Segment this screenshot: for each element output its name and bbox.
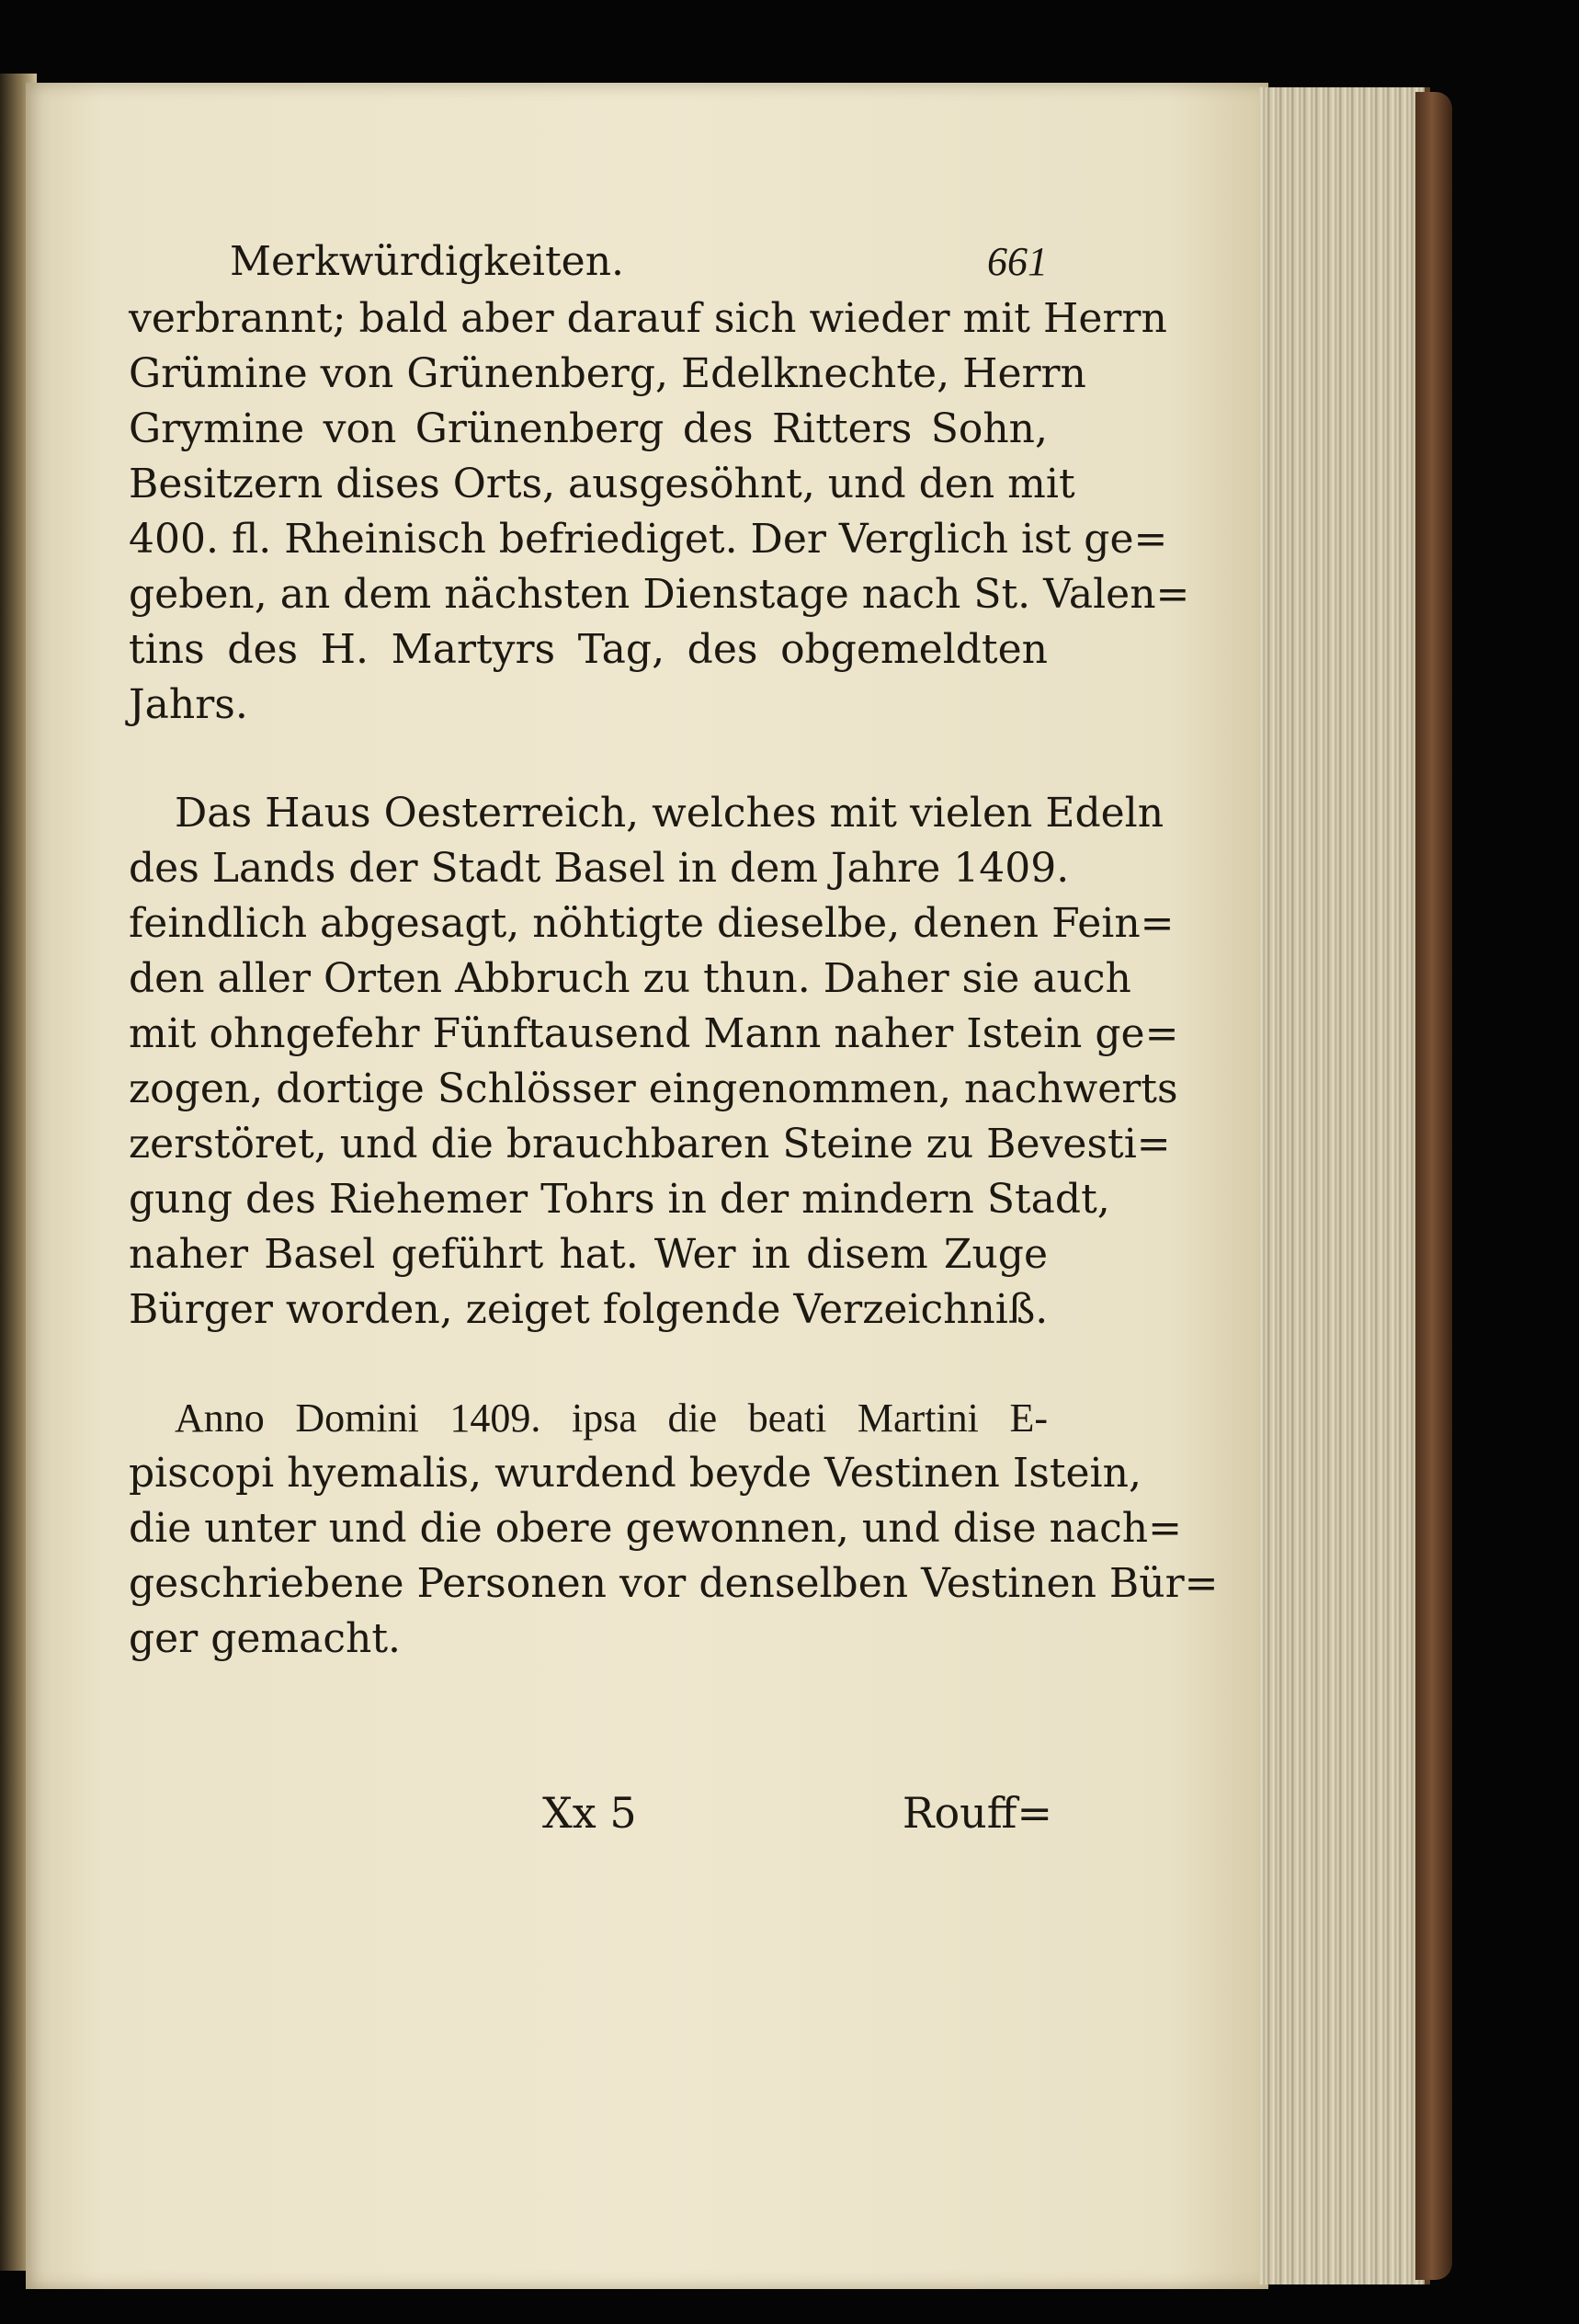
text-line: piscopi hyemalis, wurdend beyde Vestinen Istein, xyxy=(129,1450,1142,1497)
page-edges xyxy=(1259,87,1430,2284)
text-line: zogen, dortige Schlösser eingenommen, nachwerts xyxy=(129,1065,1178,1112)
text-line: die unter und die obere gewonnen, und dise nach= xyxy=(129,1505,1182,1552)
paragraph-2 xyxy=(129,786,1179,1338)
text-line: Anno Domini 1409. ipsa die beati Martini E- xyxy=(175,1396,1048,1441)
text-line: geben, an dem nächsten Dienstage nach St. Valen= xyxy=(129,571,1190,618)
paragraph-3 xyxy=(129,1391,1219,1667)
text-line: naher Basel geführt hat. Wer in disem Zuge xyxy=(129,1231,1048,1278)
text-line: mit ohngefehr Fünftausend Mann naher Istein ge= xyxy=(129,1010,1179,1057)
text-line: Jahrs. xyxy=(129,681,248,728)
running-title: Merkwürdigkeiten. xyxy=(230,238,625,285)
text-line: Bürger worden, zeiget folgende Verzeichniß. xyxy=(129,1286,1049,1333)
page-number: 661 xyxy=(987,239,1048,284)
paragraph-gap xyxy=(129,733,1048,786)
signature-mark: Xx 5 xyxy=(542,1788,637,1838)
text-line: geschriebene Personen vor denselben Vestinen Bür= xyxy=(129,1560,1219,1607)
text-line: 400. fl. Rheinisch befriediget. Der Verglich ist ge= xyxy=(129,516,1168,563)
text-line: Grymine von Grünenberg des Ritters Sohn, xyxy=(129,405,1048,452)
paragraph-1 xyxy=(129,291,1190,733)
text-line: zerstöret, und die brauchbaren Steine zu Bevesti= xyxy=(129,1121,1171,1168)
text-line: gung des Riehemer Tohrs in der mindern Stadt, xyxy=(129,1176,1110,1223)
text-line: den aller Orten Abbruch zu thun. Daher sie auch xyxy=(129,955,1131,1002)
text-line: ger gemacht. xyxy=(129,1615,402,1662)
page-footer xyxy=(542,1788,1052,1838)
text-line: feindlich abgesagt, nöhtigte dieselbe, denen Fein= xyxy=(129,900,1175,947)
running-head xyxy=(129,234,1048,291)
paragraph-gap xyxy=(129,1338,1048,1391)
book-cover xyxy=(1415,92,1452,2280)
catchword: Rouff= xyxy=(902,1788,1052,1838)
text-line: Besitzern dises Orts, ausgesöhnt, und den mit xyxy=(129,461,1075,507)
text-line: tins des H. Martyrs Tag, des obgemeldten xyxy=(129,626,1048,673)
text-line: des Lands der Stadt Basel in dem Jahre 1409. xyxy=(129,845,1070,892)
text-line: Das Haus Oesterreich, welches mit vielen Edeln xyxy=(175,790,1164,837)
text-block xyxy=(129,234,1219,1667)
text-line: verbrannt; bald aber darauf sich wieder mit Herrn xyxy=(129,295,1167,342)
text-line: Grümine von Grünenberg, Edelknechte, Herrn xyxy=(129,350,1086,397)
